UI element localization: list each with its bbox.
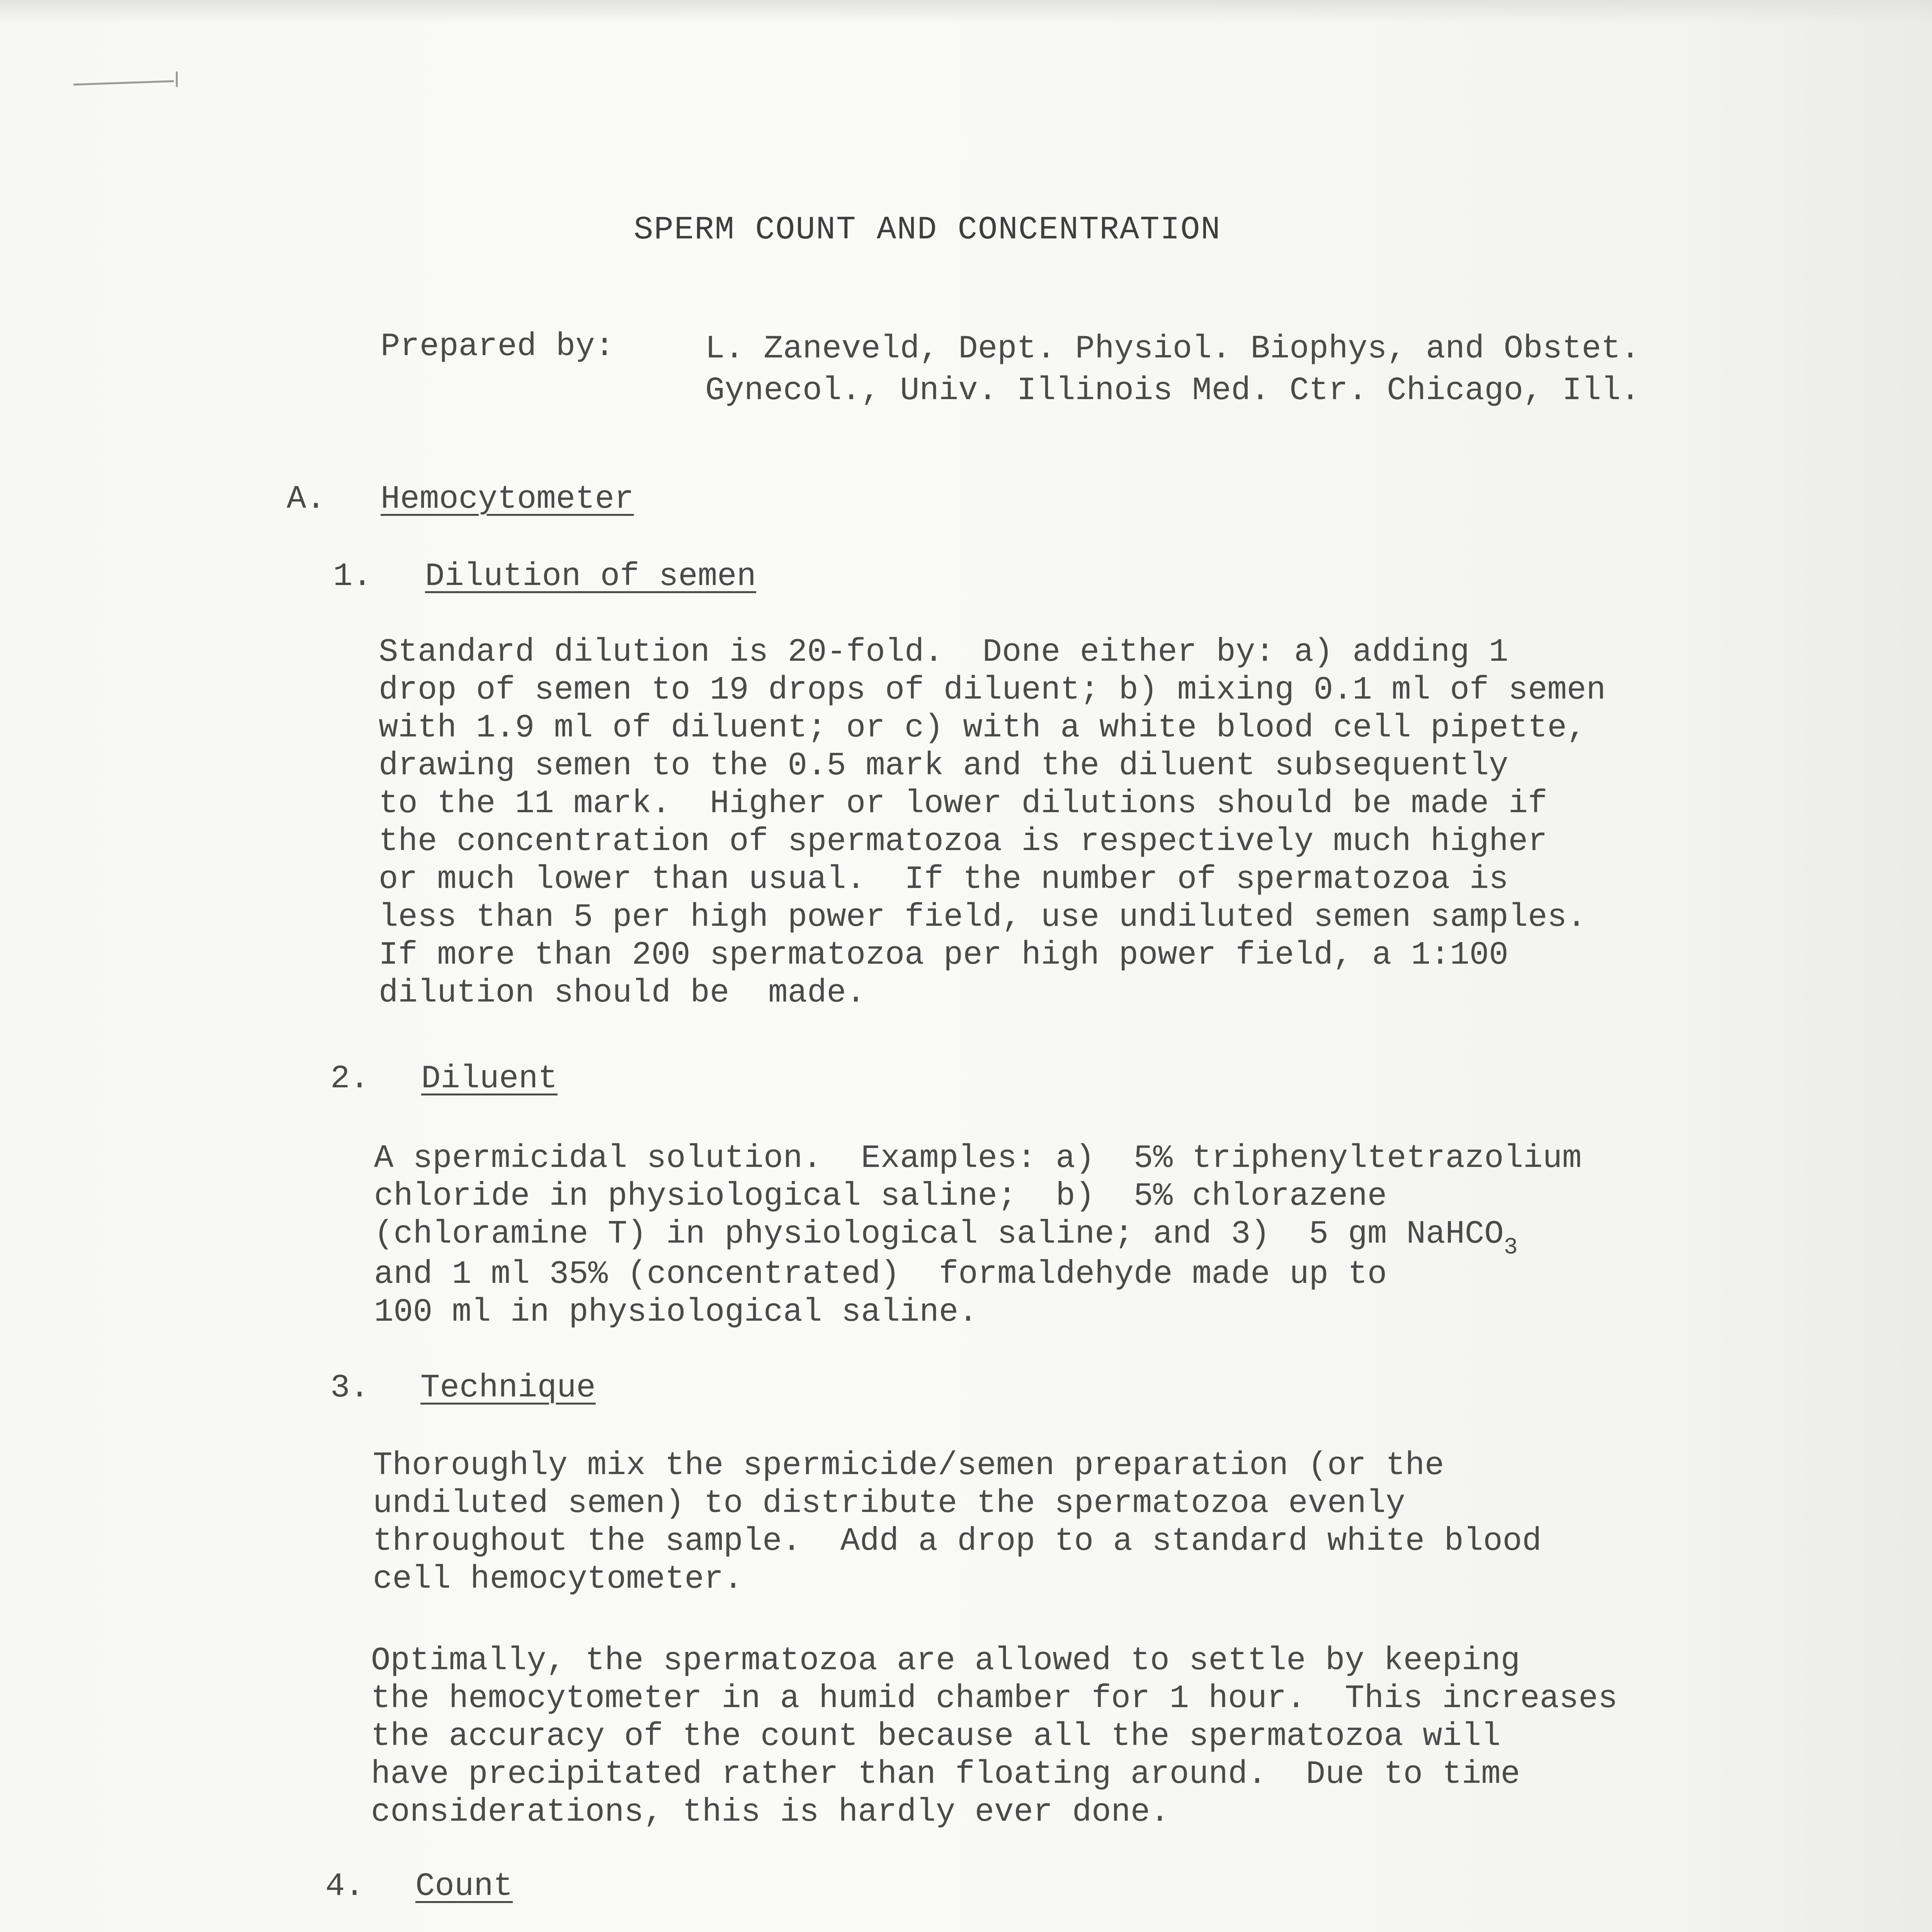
diluent-line-3: (chloramine T) in physiological saline; and 3) 5 gm NaHCO xyxy=(374,1216,1504,1253)
item-1-heading: Dilution of semen xyxy=(425,558,756,595)
section-a-heading: Hemocytometer xyxy=(381,481,634,518)
nahco3-subscript: 3 xyxy=(1503,1235,1518,1261)
prepared-by-label: Prepared by: xyxy=(381,328,614,365)
diluent-paragraph xyxy=(374,1140,1582,1332)
technique-paragraph-1: Thoroughly mix the spermicide/semen preparation (or the undiluted semen) to distribute the spermatozoa evenly throughout the sample. Add a drop to a standard white blood cell hemocytometer. xyxy=(373,1447,1542,1598)
technique-paragraph-2: Optimally, the spermatozoa are allowed to settle by keeping the hemocytometer in a humid chamber for 1 hour. This increases the accuracy of the count because all the spermatozoa will have precipitated rather than floating around. Due to time considerations, this is hardly ever done. xyxy=(371,1643,1618,1831)
diluent-line-1: A spermicidal solution. Examples: a) 5% triphenyltetrazolium xyxy=(374,1140,1582,1177)
document-title: SPERM COUNT AND CONCENTRATION xyxy=(634,212,1221,248)
item-3-heading: Technique xyxy=(420,1370,596,1406)
section-a-letter: A. xyxy=(287,481,326,518)
diluent-line-2: chloride in physiological saline; b) 5% chlorazene xyxy=(374,1178,1387,1215)
diluent-line-4: and 1 ml 35% (concentrated) formaldehyde made up to xyxy=(374,1256,1387,1293)
item-3-number: 3. xyxy=(330,1370,369,1406)
dilution-paragraph: Standard dilution is 20-fold. Done either by: a) adding 1 drop of semen to 19 drops of diluent; b) mixing 0.1 ml of semen with 1.9 ml of diluent; or c) with a white blood cell pipette, drawing semen to the 0.5 mark and the diluent subsequently to the 11 mark. Higher or lower dilutions should be made if the concentration of spermatozoa is respectively much higher or much lower than usual. If the number of spermatozoa is less than 5 per high power field, use undiluted semen samples. If more than 200 spermatozoa per high power field, a 1:100 dilution should be made. xyxy=(379,634,1606,1012)
item-4-number: 4. xyxy=(325,1868,364,1905)
prepared-by-author xyxy=(705,328,1640,412)
author-line-1: L. Zaneveld, Dept. Physiol. Biophys, and Obstet. xyxy=(705,331,1640,367)
item-4-heading: Count xyxy=(415,1868,513,1905)
item-1-number: 1. xyxy=(333,558,372,595)
item-2-heading: Diluent xyxy=(421,1061,558,1097)
author-line-2: Gynecol., Univ. Illinois Med. Ctr. Chicago, Ill. xyxy=(705,372,1640,409)
item-2-number: 2. xyxy=(330,1061,369,1097)
diluent-line-5: 100 ml in physiological saline. xyxy=(374,1294,978,1331)
